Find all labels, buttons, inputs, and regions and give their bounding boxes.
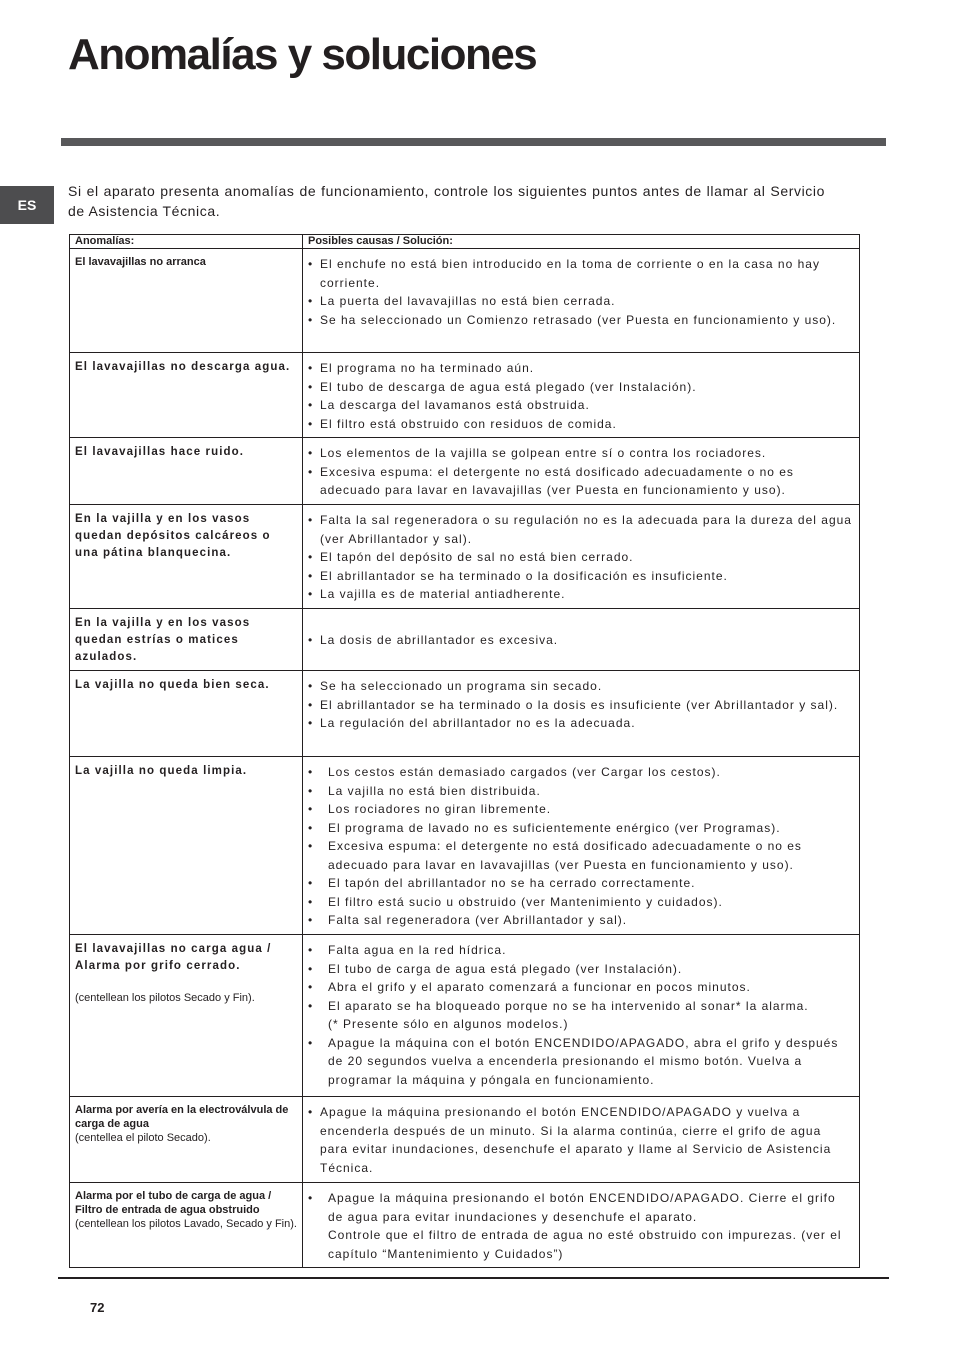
cause-item: • Falta agua en la red hídrica. [308,941,853,960]
header-anomalies: Anomalías: [70,235,303,249]
table-row [70,757,860,935]
anomaly-cell: En la vajilla y en los vasos quedan estrías o matices azulados. [70,609,303,671]
table-row [70,249,860,353]
cause-item: • Abra el grifo y el aparato comenzará a funcionar en pocos minutos. [308,978,853,997]
troubleshooting-table [69,234,860,1268]
anomaly-cell [70,1183,303,1268]
footnote: (* Presente sólo en algunos modelos.) [328,1017,569,1031]
cause-item: • El abrillantador se ha terminado o la dosificación es insuficiente. [308,567,853,586]
header-causes: Posibles causas / Solución: [303,235,860,249]
causes-cell [303,505,860,609]
cause-item: • Apague la máquina presionando el botón ENCENDIDO/APAGADO. Cierre el grifo de agua para evitar inundaciones y desenchufe el aparato. [308,1189,853,1226]
footer-rule [58,1277,889,1279]
title-rule [61,138,886,146]
cause-item: • La vajilla no está bien distribuida. [308,782,853,801]
table-row [70,1183,860,1268]
anomaly-indicator-note: (centellean los pilotos Secado y Fin). [75,992,255,1004]
cause-item: • La vajilla es de material antiadherente. [308,585,853,604]
table-row [70,438,860,505]
causes-cell [303,935,860,1097]
anomaly-cell: El lavavajillas no arranca [70,249,303,353]
cause-item: • El tubo de descarga de agua está plegado (ver Instalación). [308,378,853,397]
table-row [70,1097,860,1183]
table-row [70,609,860,671]
anomaly-cell [70,935,303,1097]
causes-cell [303,671,860,757]
intro-text: Si el aparato presenta anomalías de funcionamiento, controle los siguientes puntos antes de llamar al Servicio de Asistencia Técnica. [68,183,825,219]
page-number: 72 [90,1300,105,1315]
table-row [70,935,860,1097]
anomaly-title: El lavavajillas no carga agua / Alarma por grifo cerrado. [75,943,272,972]
causes-cell [303,353,860,438]
cause-item: Controle que el filtro de entrada de agua no esté obstruido con impurezas. (ver el capítulo “Mantenimiento y Cuidados”) [328,1228,842,1261]
causes-cell [303,249,860,353]
cause-item: • La descarga del lavamanos está obstruida. [308,396,853,415]
cause-item: • El filtro está sucio u obstruido (ver Mantenimiento y cuidados). [308,893,853,912]
cause-item: • El programa de lavado no es suficientemente enérgico (ver Programas). [308,819,853,838]
cause-item: • Los cestos están demasiado cargados (ver Cargar los cestos). [308,763,853,782]
causes-cell [303,438,860,505]
cause-item: • La dosis de abrillantador es excesiva. [308,631,853,650]
anomaly-cell: En la vajilla y en los vasos quedan depósitos calcáreos o una pátina blanquecina. [70,505,303,609]
cause-item: • El programa no ha terminado aún. [308,359,853,378]
cause-item: • El enchufe no está bien introducido en la toma de corriente o en la casa no hay corriente. [308,255,853,292]
page-title: Anomalías y soluciones [68,30,537,79]
cause-item: • El aparato se ha bloqueado porque no se ha intervenido al sonar* la alarma. [308,997,853,1016]
anomaly-cell: La vajilla no queda limpia. [70,757,303,935]
cause-item: • El filtro está obstruido con residuos de comida. [308,415,853,434]
cause-item: • Los elementos de la vajilla se golpean entre sí o contra los rociadores. [308,444,853,463]
causes-cell [303,1183,860,1268]
anomaly-cell: El lavavajillas hace ruido. [70,438,303,505]
causes-cell [303,609,860,671]
causes-cell [303,757,860,935]
cause-item: • Se ha seleccionado un Comienzo retrasado (ver Puesta en funcionamiento y uso). [308,311,853,330]
anomaly-cell [70,1097,303,1183]
cause-item: • Los rociadores no giran libremente. [308,800,853,819]
cause-item: • Falta la sal regeneradora o su regulación no es la adecuada para la dureza del agua (ver Abrillantador y sal). [308,511,853,548]
anomaly-cell: La vajilla no queda bien seca. [70,671,303,757]
causes-cell [303,1097,860,1183]
anomaly-title: Alarma por el tubo de carga de agua / Filtro de entrada de agua obstruido [75,1190,272,1216]
cause-item: • Excesiva espuma: el detergente no está dosificado adecuadamente o no es adecuado para lavar en lavavajillas (ver Puesta en funcionamiento y uso). [308,463,853,500]
anomaly-indicator-note: (centellean los pilotos Lavado, Secado y Fin). [75,1218,297,1230]
anomaly-indicator-note: (centellea el piloto Secado). [75,1132,211,1144]
cause-item: • Excesiva espuma: el detergente no está dosificado adecuadamente o no es adecuado para lavar en lavavajillas (ver Puesta en funcionamiento y uso). [308,837,853,874]
cause-item: • Se ha seleccionado un programa sin secado. [308,677,853,696]
cause-item: • Falta sal regeneradora (ver Abrillantador y sal). [308,911,853,930]
cause-item: • La puerta del lavavajillas no está bien cerrada. [308,292,853,311]
cause-item: • El tubo de carga de agua está plegado (ver Instalación). [308,960,853,979]
cause-item: • La regulación del abrillantador no es la adecuada. [308,714,853,733]
table-header-row [70,235,860,249]
anomaly-title: Alarma por avería en la electroválvula de carga de agua [75,1104,289,1130]
table-row [70,671,860,757]
table-row [70,505,860,609]
language-tab: ES [0,186,54,224]
cause-item: • El tapón del depósito de sal no está bien cerrado. [308,548,853,567]
cause-item: • El tapón del abrillantador no se ha cerrado correctamente. [308,874,853,893]
anomaly-cell: El lavavajillas no descarga agua. [70,353,303,438]
cause-item: • El abrillantador se ha terminado o la dosis es insuficiente (ver Abrillantador y sal). [308,696,853,715]
table-row [70,353,860,438]
cause-item: • Apague la máquina con el botón ENCENDIDO/APAGADO, abra el grifo y después de 20 segundos vuelva a encenderla presionando el mismo botón. Vuelva a programar la máquina y póngala en funcionamiento. [308,1034,853,1090]
cause-item: • Apague la máquina presionando el botón ENCENDIDO/APAGADO y vuelva a encenderla después de un minuto. Si la alarma continúa, cierre el grifo de agua para evitar inundaciones, desenchufe el aparato y llame al Servicio de Asistencia Técnica. [308,1103,853,1177]
